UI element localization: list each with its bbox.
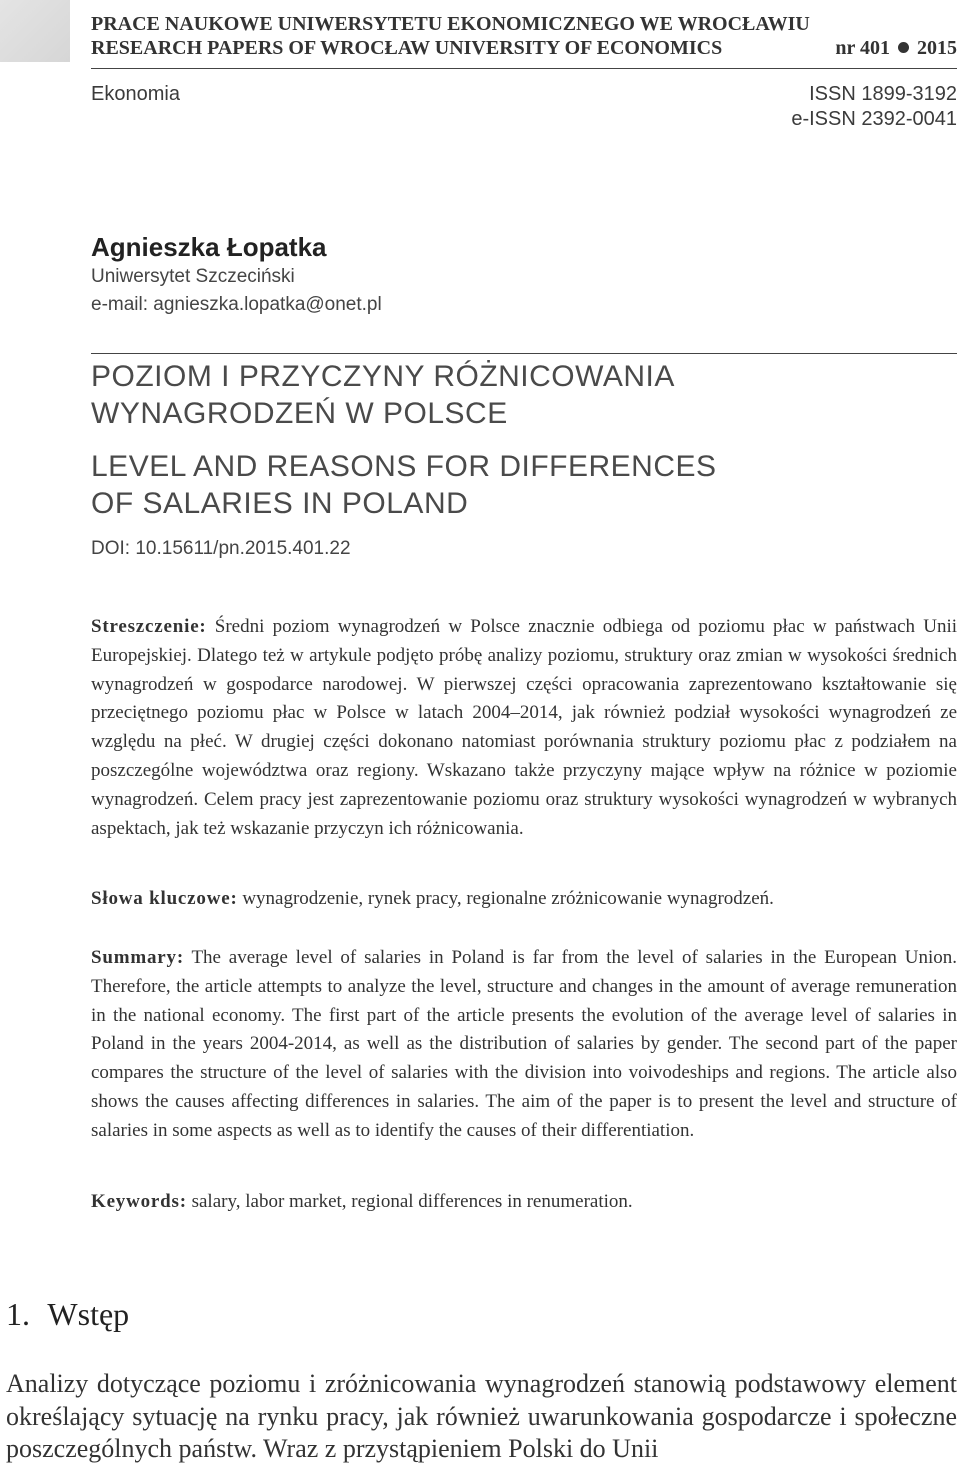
header-gray-box [0, 0, 70, 62]
title-pl-line2: WYNAGRODZEŃ W POLSCE [91, 397, 508, 430]
issue-number: nr 401 [835, 37, 890, 59]
issn: ISSN 1899-3192 [809, 83, 957, 105]
title-rule [91, 353, 957, 354]
bullet-icon [898, 42, 909, 53]
section-body-text: Analizy dotyczące poziomu i zróżnicowania wynagrodzeń stanowią podstawowy element określający sytuację na rynku pracy, jak również uwarunkowania gospodarcze i społeczne poszczególnych państw. Wraz z przystąpieniem Polski do Unii [6, 1369, 957, 1463]
keywords-pl-label: Słowa kluczowe: [91, 888, 238, 909]
author-name: Agnieszka Łopatka [91, 232, 327, 262]
journal-title-en: RESEARCH PAPERS OF WROCŁAW UNIVERSITY OF ECONOMICS [91, 37, 723, 59]
journal-title-pl: PRACE NAUKOWE UNIWERSYTETU EKONOMICZNEGO WE WROCŁAWIU [91, 13, 810, 35]
doi: DOI: 10.15611/pn.2015.401.22 [91, 538, 351, 559]
title-polish [91, 358, 957, 432]
abstract-en-text: The average level of salaries in Poland is far from the level of salaries in the European Union. Therefore, the article attempts to analyze the level, structure and changes in the amount of average remuneration in the national economy. The first part of the article presents the evolution of the average level of salaries in Poland in the years 2004-2014, as well as the distribution of salaries by gender. The second part of the paper compares the structure of the level of salaries with the division into voivodeships and regions. The article also shows the causes affecting differences in salaries. The aim of the paper is to present the level and structure of salaries in some aspects as well as to identify the causes of their differentiation. [91, 947, 957, 1141]
keywords-english [91, 1188, 957, 1217]
title-en-line2: OF SALARIES IN POLAND [91, 487, 469, 520]
title-english [91, 448, 957, 522]
abstract-polish [91, 613, 957, 843]
issue-year: 2015 [917, 37, 957, 59]
author-affiliation: Uniwersytet Szczeciński [91, 266, 295, 287]
author-block [91, 231, 382, 319]
abstract-english [91, 944, 957, 1146]
series-name: Ekonomia [91, 83, 180, 105]
keywords-polish [91, 885, 957, 914]
section-number: 1. [6, 1296, 30, 1332]
keywords-pl-text: wynagrodzenie, rynek pracy, regionalne zróżnicowanie wynagrodzeń. [242, 888, 774, 909]
issue-info [835, 36, 957, 60]
title-pl-line1: POZIOM I PRZYCZYNY RÓŻNICOWANIA [91, 360, 675, 393]
issn-block [791, 82, 957, 132]
title-en-line1: LEVEL AND REASONS FOR DIFFERENCES [91, 450, 717, 483]
abstract-pl-label: Streszczenie: [91, 616, 207, 637]
author-email: e-mail: agnieszka.lopatka@onet.pl [91, 294, 382, 315]
eissn: e-ISSN 2392-0041 [791, 108, 957, 130]
abstract-en-label: Summary: [91, 947, 184, 968]
keywords-en-label: Keywords: [91, 1191, 187, 1212]
journal-title-en-row [91, 36, 957, 60]
section-heading [6, 1296, 129, 1333]
section-title: Wstęp [47, 1296, 130, 1332]
journal-header [91, 12, 957, 60]
abstract-pl-text: Średni poziom wynagrodzeń w Polsce znacznie odbiega od poziomu płac w państwach Unii Europejskiej. Dlatego też w artykule podjęto próbę analizy poziomu, struktury oraz zmian w wysokości średnich wynagrodzeń w gospodarce narodowej. W pierwszej części opracowania zaprezentowano kształtowanie się przeciętnego poziomu płac w Polsce w latach 2004–2014, jak również podział wysokości wynagrodzeń ze względu na płeć. W drugiej części dokonano natomiast porównania struktury poziomu płac z podziałem na poszczególne województwa oraz regiony. Wskazano także przyczyny mające wpływ na różnice w poziomie wynagrodzeń. Celem pracy jest zaprezentowanie poziomu oraz struktury wysokości wynagrodzeń w wybranych aspektach, jak też wskazanie przyczyn ich różnicowania. [91, 616, 957, 839]
keywords-en-text: salary, labor market, regional differences in renumeration. [191, 1191, 633, 1212]
header-rule [91, 68, 957, 69]
